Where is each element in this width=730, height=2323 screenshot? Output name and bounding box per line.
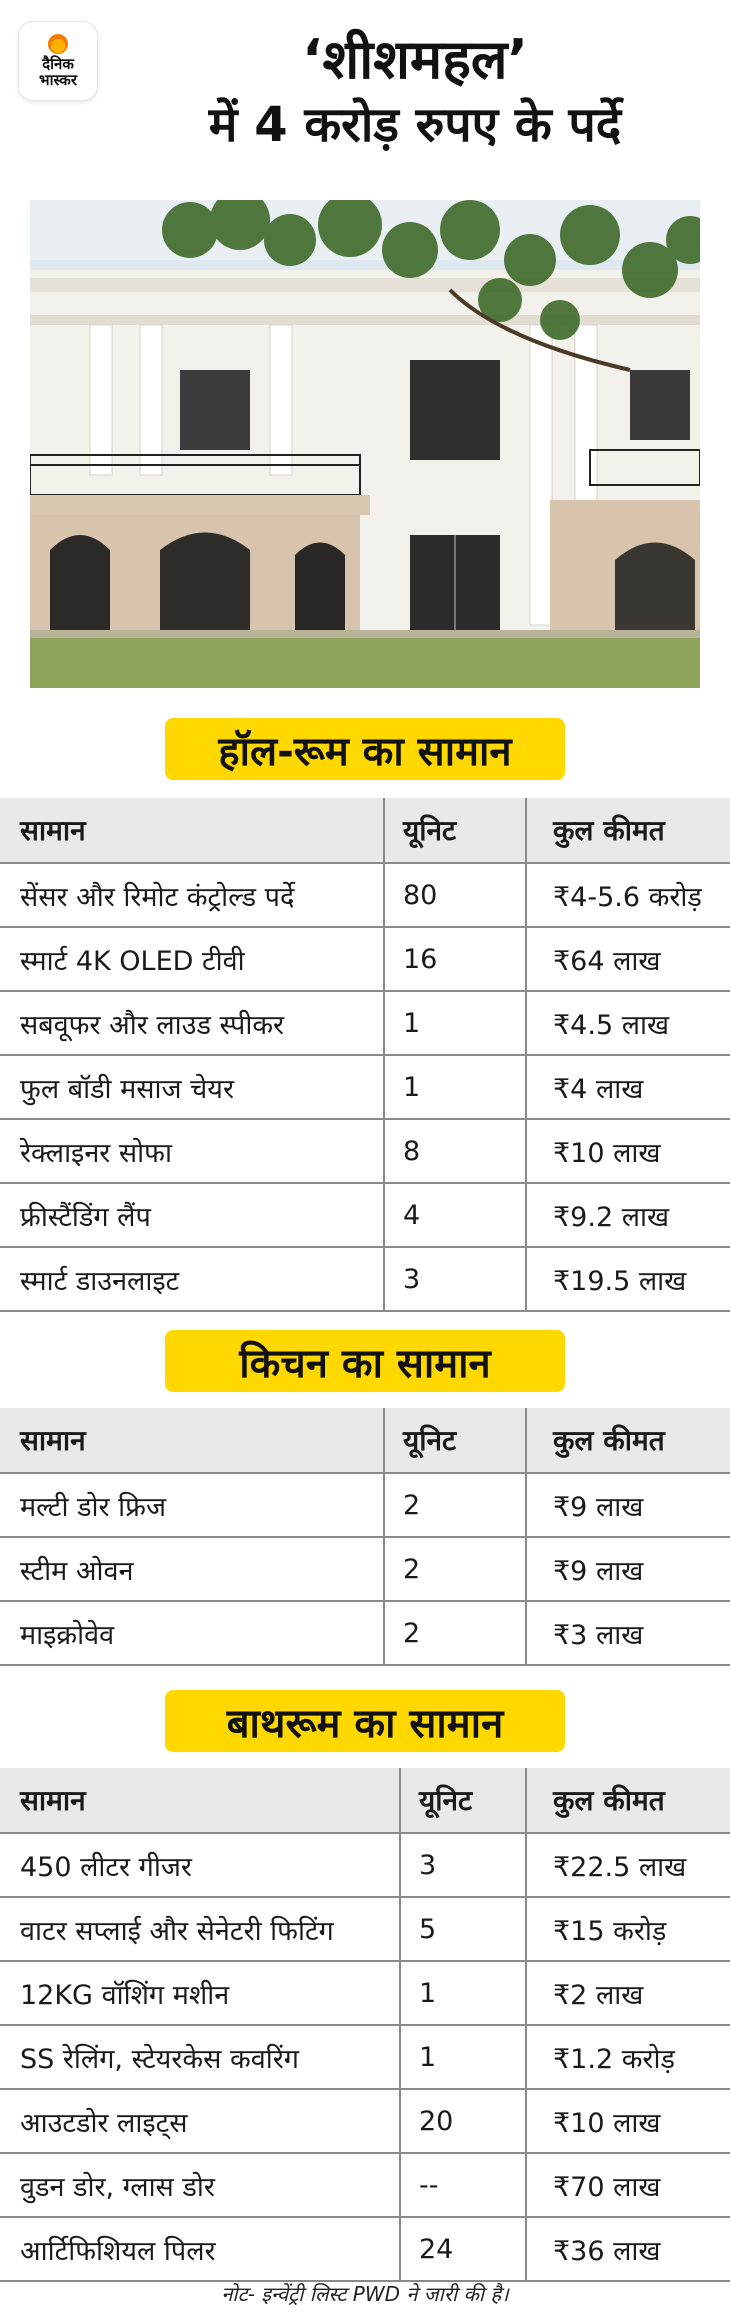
price-cell: ₹3 लाख (526, 1601, 730, 1665)
sun-logo-icon (48, 34, 68, 54)
headline-line1: ‘शीशमहल’ (301, 28, 529, 91)
item-cell: स्मार्ट 4K OLED टीवी (0, 927, 384, 991)
item-cell: रेक्लाइनर सोफा (0, 1119, 384, 1183)
column-header-unit: यूनिट (384, 1408, 526, 1473)
table-row (0, 1473, 730, 1537)
item-cell: आर्टिफिशियल पिलर (0, 2217, 400, 2281)
unit-cell: 1 (384, 1055, 526, 1119)
table-row (0, 1247, 730, 1311)
item-cell: वाटर सप्लाई और सेनेटरी फिटिंग (0, 1897, 400, 1961)
price-cell: ₹9 लाख (526, 1473, 730, 1537)
column-header-item: सामान (0, 798, 384, 863)
column-header-unit: यूनिट (384, 798, 526, 863)
item-cell: सबवूफर और लाउड स्पीकर (0, 991, 384, 1055)
price-cell: ₹10 लाख (526, 1119, 730, 1183)
hall-room-table (0, 798, 730, 1312)
item-cell: फ्रीस्टैंडिंग लैंप (0, 1183, 384, 1247)
price-cell: ₹9 लाख (526, 1537, 730, 1601)
bathroom-table (0, 1768, 730, 2282)
table-header-row (0, 1768, 730, 1833)
table-row (0, 1961, 730, 2025)
price-cell: ₹70 लाख (526, 2153, 730, 2217)
price-cell: ₹4.5 लाख (526, 991, 730, 1055)
unit-cell: 24 (400, 2217, 526, 2281)
item-cell: सेंसर और रिमोट कंट्रोल्ड पर्दे (0, 863, 384, 927)
price-cell: ₹22.5 लाख (526, 1833, 730, 1897)
unit-cell: 3 (400, 1833, 526, 1897)
headline (100, 26, 730, 156)
price-cell: ₹10 लाख (526, 2089, 730, 2153)
column-header-price: कुल कीमत (526, 1768, 730, 1833)
item-cell: स्टीम ओवन (0, 1537, 384, 1601)
item-cell: स्मार्ट डाउनलाइट (0, 1247, 384, 1311)
table-row (0, 1833, 730, 1897)
item-cell: मल्टी डोर फ्रिज (0, 1473, 384, 1537)
price-cell: ₹1.2 करोड़ (526, 2025, 730, 2089)
table-row (0, 2025, 730, 2089)
table-row (0, 2153, 730, 2217)
column-header-unit: यूनिट (400, 1768, 526, 1833)
column-header-item: सामान (0, 1768, 400, 1833)
unit-cell: 16 (384, 927, 526, 991)
price-cell: ₹19.5 लाख (526, 1247, 730, 1311)
column-header-item: सामान (0, 1408, 384, 1473)
section-title-bathroom: बाथरूम का सामान (165, 1690, 565, 1752)
table-row (0, 863, 730, 927)
section-title-hall-room: हॉल-रूम का सामान (165, 718, 565, 780)
unit-cell: 2 (384, 1473, 526, 1537)
table-row (0, 1897, 730, 1961)
logo-text-line2: भास्कर (39, 71, 77, 89)
unit-cell: 1 (400, 1961, 526, 2025)
unit-cell: 2 (384, 1601, 526, 1665)
price-cell: ₹4 लाख (526, 1055, 730, 1119)
table-header-row (0, 798, 730, 863)
price-cell: ₹36 लाख (526, 2217, 730, 2281)
dainik-bhaskar-logo (19, 22, 97, 100)
price-cell: ₹9.2 लाख (526, 1183, 730, 1247)
column-header-price: कुल कीमत (526, 798, 730, 863)
unit-cell: 20 (400, 2089, 526, 2153)
unit-cell: 2 (384, 1537, 526, 1601)
item-cell: 450 लीटर गीजर (0, 1833, 400, 1897)
price-cell: ₹4-5.6 करोड़ (526, 863, 730, 927)
table-header-row (0, 1408, 730, 1473)
unit-cell: -- (400, 2153, 526, 2217)
section-title-kitchen: किचन का सामान (165, 1330, 565, 1392)
price-cell: ₹15 करोड़ (526, 1897, 730, 1961)
unit-cell: 80 (384, 863, 526, 927)
building-photo (30, 200, 700, 688)
table-row (0, 2217, 730, 2281)
footnote: नोट- इन्वेंट्री लिस्ट PWD ने जारी की है। (221, 2282, 509, 2306)
item-cell: वुडन डोर, ग्लास डोर (0, 2153, 400, 2217)
unit-cell: 8 (384, 1119, 526, 1183)
price-cell: ₹2 लाख (526, 1961, 730, 2025)
table-row (0, 991, 730, 1055)
table-row (0, 1601, 730, 1665)
kitchen-table (0, 1408, 730, 1666)
table-row (0, 2089, 730, 2153)
item-cell: आउटडोर लाइट्स (0, 2089, 400, 2153)
headline-line2: में 4 करोड़ रुपए के पर्दे (208, 97, 622, 153)
table-row (0, 1119, 730, 1183)
table-row (0, 1183, 730, 1247)
unit-cell: 1 (384, 991, 526, 1055)
price-cell: ₹64 लाख (526, 927, 730, 991)
item-cell: SS रेलिंग, स्टेयरकेस कवरिंग (0, 2025, 400, 2089)
table-row (0, 1055, 730, 1119)
unit-cell: 4 (384, 1183, 526, 1247)
logo-text-line1: दैनिक (42, 55, 74, 73)
unit-cell: 3 (384, 1247, 526, 1311)
table-row (0, 1537, 730, 1601)
table-row (0, 927, 730, 991)
column-header-price: कुल कीमत (526, 1408, 730, 1473)
item-cell: 12KG वॉशिंग मशीन (0, 1961, 400, 2025)
item-cell: माइक्रोवेव (0, 1601, 384, 1665)
item-cell: फुल बॉडी मसाज चेयर (0, 1055, 384, 1119)
unit-cell: 1 (400, 2025, 526, 2089)
unit-cell: 5 (400, 1897, 526, 1961)
